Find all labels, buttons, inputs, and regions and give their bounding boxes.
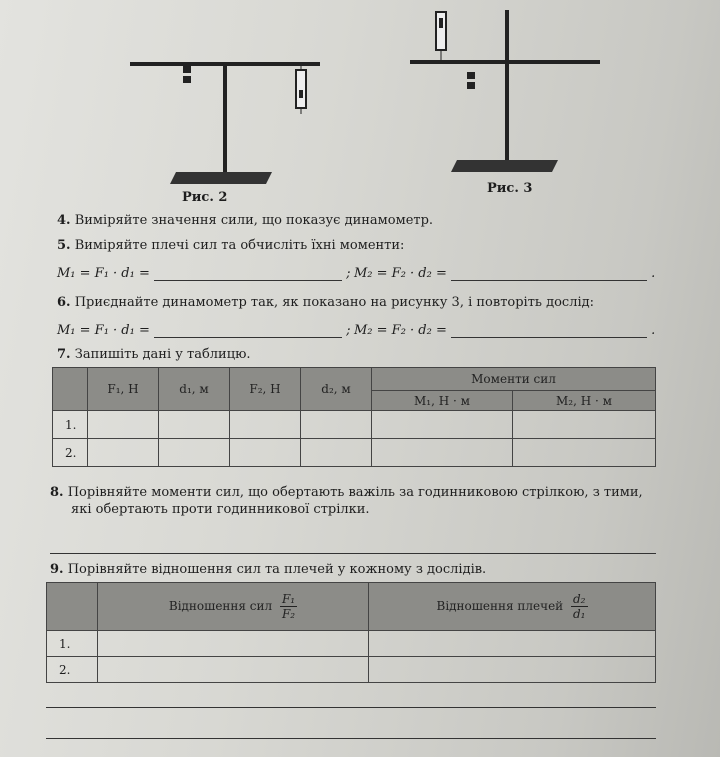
header-f2: F₂, Н <box>230 368 301 411</box>
step-9-answer-line-1[interactable] <box>46 707 656 708</box>
header-m1: M₁, Н · м <box>372 391 513 411</box>
table-cell[interactable] <box>513 439 656 467</box>
table-cell[interactable] <box>159 411 230 439</box>
step-5 <box>57 238 404 253</box>
table-cell[interactable] <box>88 439 159 467</box>
header-force-ratio <box>98 583 369 631</box>
table-row <box>53 439 656 467</box>
step-6-text: Приєднайте динамометр так, як показано на рисунку 3, і повторіть дослід: <box>74 295 595 310</box>
arm-ratio-numerator: d₂ <box>573 592 586 606</box>
header-d2: d₂, м <box>301 368 372 411</box>
arm-ratio-denominator: d₁ <box>573 607 586 621</box>
table-cell[interactable] <box>230 411 301 439</box>
step-5-moment-2 <box>354 266 655 281</box>
row-number: 1. <box>47 631 98 657</box>
figure-3-lever <box>410 10 600 172</box>
table-cell[interactable] <box>369 631 656 657</box>
step-4-text: Виміряйте значення сили, що показує динамометр. <box>74 213 434 228</box>
header-moments: Моменти сил <box>372 368 656 391</box>
step-6-blank-1[interactable] <box>154 325 342 338</box>
table-cell[interactable] <box>301 411 372 439</box>
step-5-formula-2: M₂ = F₂ · d₂ = <box>354 266 447 281</box>
table-cell[interactable] <box>301 439 372 467</box>
force-ratio-denominator: F₂ <box>281 607 296 621</box>
table-row <box>47 657 656 683</box>
force-ratio-label: Відношення сил <box>168 599 273 613</box>
step-9-answer-line-2[interactable] <box>46 738 656 739</box>
figure-2-caption: Рис. 2 <box>182 190 228 205</box>
step-8-line-1: Порівняйте моменти сил, що обертають важіль за годинниковою стрілкою, з тими, <box>67 485 643 500</box>
table-cell[interactable] <box>159 439 230 467</box>
step-9-text: Порівняйте відношення сил та плечей у кожному з дослідів. <box>67 562 487 577</box>
step-7-text: Запишіть дані у таблицю. <box>74 347 251 362</box>
step-6-end: . <box>651 323 656 338</box>
table-row <box>47 631 656 657</box>
header-d1: d₁, м <box>159 368 230 411</box>
step-6-separator: ; <box>346 323 351 338</box>
step-8 <box>50 485 643 500</box>
step-8-line-2: які обертають проти годинникової стрілки. <box>71 502 370 517</box>
step-4 <box>57 213 433 228</box>
figure-3-caption: Рис. 3 <box>487 181 533 196</box>
step-5-blank-1[interactable] <box>154 268 342 281</box>
step-7-number: 7. <box>57 347 71 362</box>
arm-ratio-label: Відношення плечей <box>436 599 564 613</box>
table-cell[interactable] <box>230 439 301 467</box>
step-5-formula-1: M₁ = F₁ · d₁ = <box>57 266 150 281</box>
force-ratio-fraction <box>280 592 297 621</box>
step-6-formula-1: M₁ = F₁ · d₁ = <box>57 323 150 338</box>
table-cell[interactable] <box>372 439 513 467</box>
force-ratio-numerator: F₁ <box>281 592 296 606</box>
header-arm-ratio <box>369 583 656 631</box>
step-6-moment-1 <box>57 323 351 338</box>
arm-ratio-fraction <box>571 592 588 621</box>
step-5-end: . <box>651 266 656 281</box>
step-5-separator: ; <box>346 266 351 281</box>
data-table <box>52 367 656 467</box>
step-5-blank-2[interactable] <box>451 268 647 281</box>
step-6-formula-2: M₂ = F₂ · d₂ = <box>354 323 447 338</box>
step-6-number: 6. <box>57 295 71 310</box>
step-7 <box>57 347 251 362</box>
table-cell[interactable] <box>98 631 369 657</box>
step-6-blank-2[interactable] <box>451 325 647 338</box>
header-m2: M₂, Н · м <box>513 391 656 411</box>
step-8-continuation <box>71 502 370 517</box>
row-number: 2. <box>53 439 88 467</box>
step-8-answer-line[interactable] <box>50 553 656 554</box>
row-number: 2. <box>47 657 98 683</box>
step-9-number: 9. <box>50 562 64 577</box>
row-number: 1. <box>53 411 88 439</box>
table-cell[interactable] <box>513 411 656 439</box>
lever-figures <box>0 0 720 210</box>
figure-2-lever <box>130 62 320 184</box>
step-6 <box>57 295 594 310</box>
step-5-number: 5. <box>57 238 71 253</box>
step-8-number: 8. <box>50 485 64 500</box>
step-5-text: Виміряйте плечі сил та обчисліть їхні моменти: <box>74 238 405 253</box>
table-row <box>53 411 656 439</box>
header-f1: F₁, Н <box>88 368 159 411</box>
step-6-moment-2 <box>354 323 655 338</box>
step-4-number: 4. <box>57 213 71 228</box>
ratio-table-corner <box>47 583 98 631</box>
ratio-table <box>46 582 656 683</box>
step-9 <box>50 562 486 577</box>
table-corner <box>53 368 88 411</box>
table-cell[interactable] <box>98 657 369 683</box>
step-5-moment-1 <box>57 266 351 281</box>
table-cell[interactable] <box>369 657 656 683</box>
table-cell[interactable] <box>88 411 159 439</box>
table-cell[interactable] <box>372 411 513 439</box>
